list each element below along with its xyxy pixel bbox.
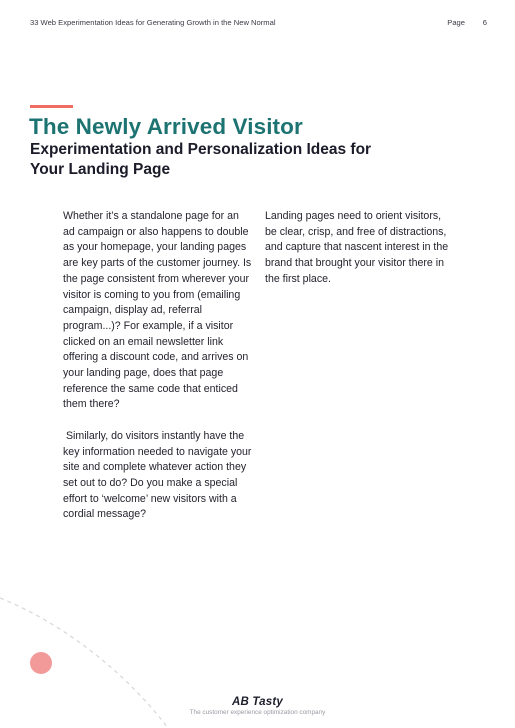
document-title: 33 Web Experimentation Ideas for Generating Growth in the New Normal — [30, 18, 276, 27]
body-column-right — [265, 209, 451, 288]
decorative-dot — [30, 652, 52, 674]
body-column-left — [63, 209, 253, 523]
body-paragraph: Similarly, do visitors instantly have the key information needed to navigate your site and complete whatever action they set out to do? Do you make a special effort to ‘welcome’ new visitors with a cordial message? — [63, 429, 255, 521]
footer — [0, 696, 515, 716]
brand-logo: AB Tasty — [231, 696, 284, 708]
section-title: The Newly Arrived Visitor — [29, 114, 303, 139]
running-header — [30, 18, 487, 32]
section-subtitle: Experimentation and Personalization Ideas for Your Landing Page — [30, 141, 372, 178]
page-label: Page — [447, 18, 465, 27]
brand-tagline: The customer experience optimization company — [189, 709, 326, 716]
body-paragraph: Whether it’s a standalone page for an ad campaign or also happens to double as your homepage, your landing pages are key parts of the customer journey. Is the page consistent from wherever your visitor is coming to you from (emailing campaign, display ad, referral program...)? For example, if a visitor clicked on an email newsletter link offering a discount code, and arrives on your landing page, does that page reference the same code that enticed them there? — [63, 210, 252, 411]
body-paragraph: Landing pages need to orient visitors, be clear, crisp, and free of distractions, and capture that nascent interest in the brand that brought your visitor there in the first place. — [265, 210, 449, 285]
accent-bar — [30, 105, 73, 108]
page-number: 6 — [482, 18, 487, 27]
